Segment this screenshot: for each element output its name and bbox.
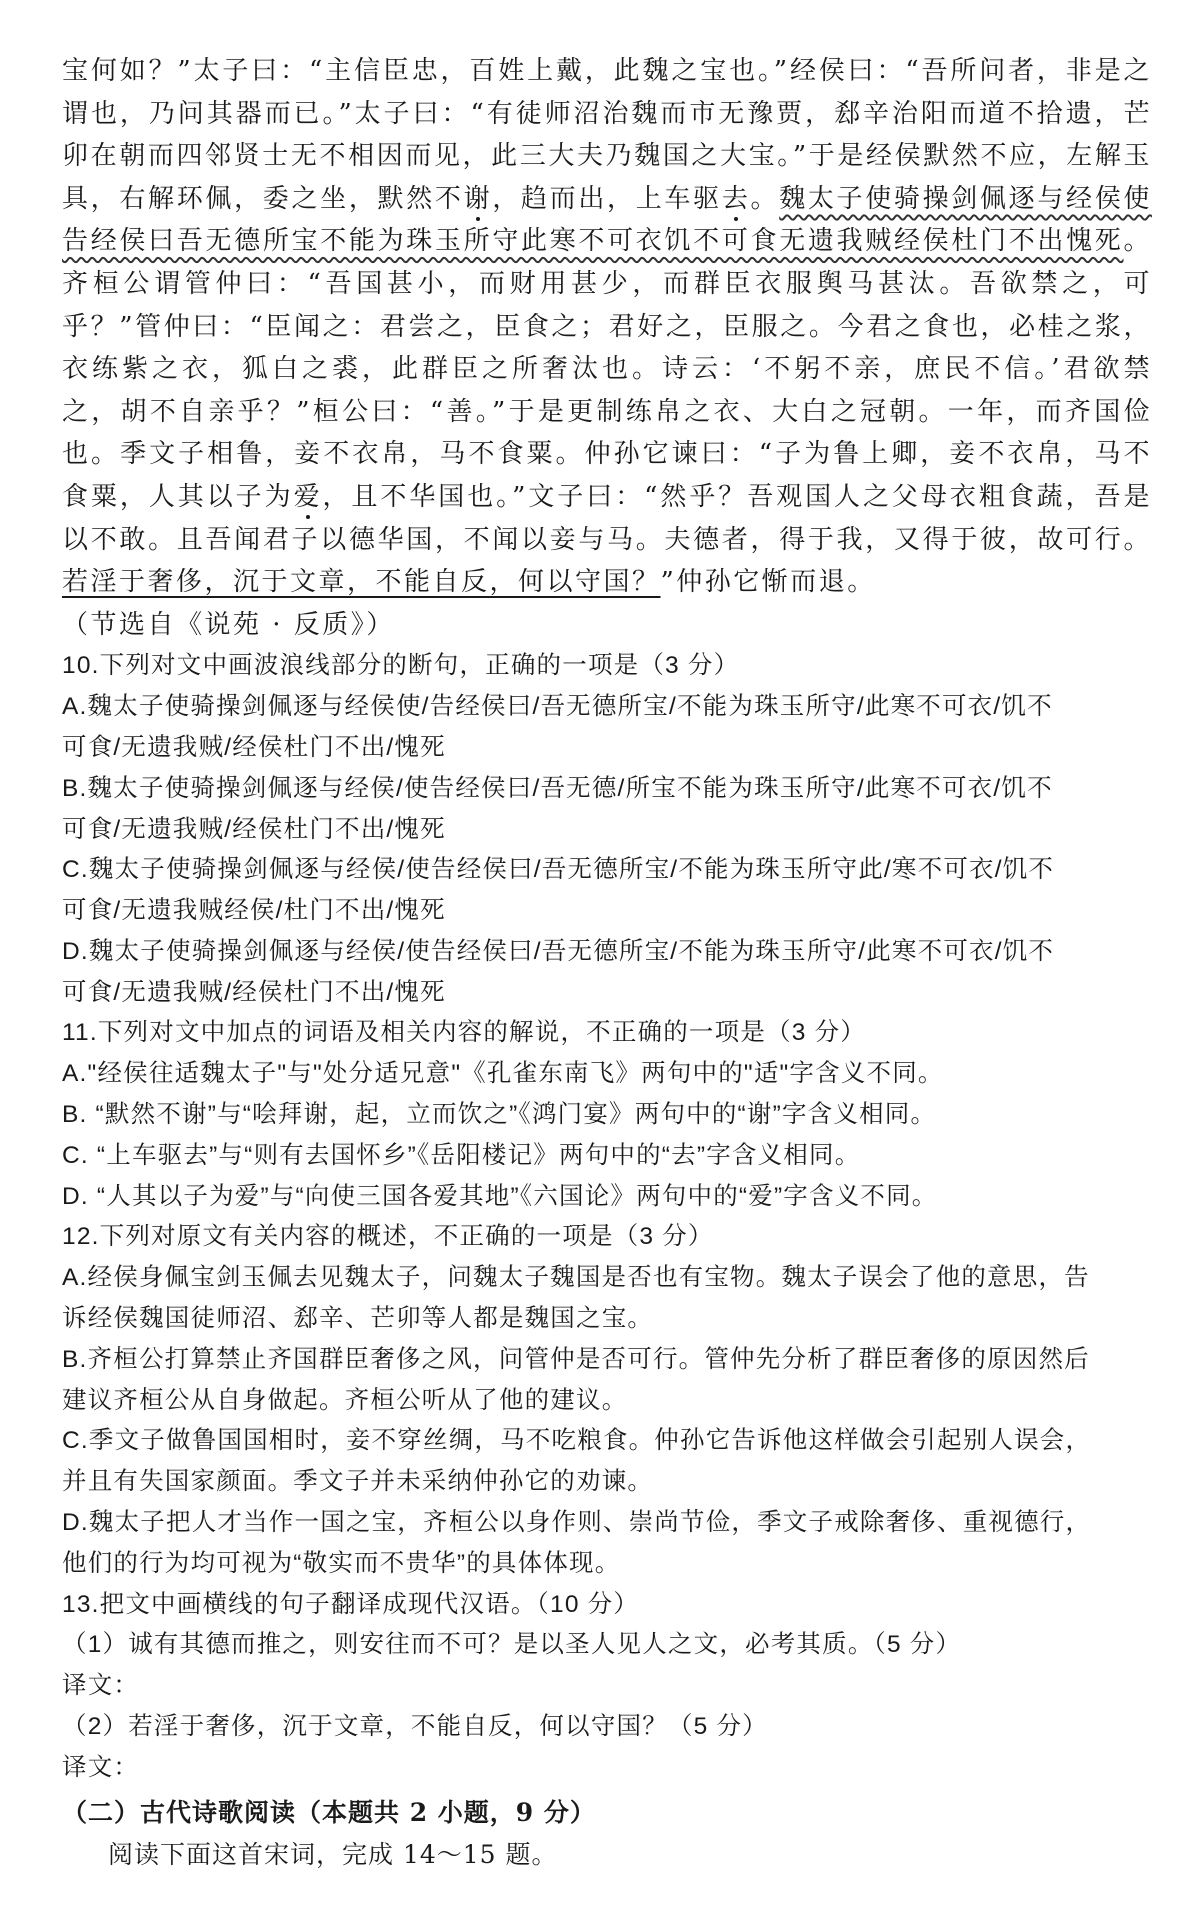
question-12-option-d: D.魏太子把人才当作一国之宝，齐桓公以身作则、崇尚节俭，季文子戒除奢侈、重视德行， xyxy=(62,1509,1092,1537)
passage-text: 宝何如？”太子曰：“主信臣忠，百姓上戴，此魏之宝也。”经侯曰：“吾所问者，非是之谓也，乃问其器而已。”太子曰：“有徒师沼治魏而市无豫贾，郄辛治阳而道不拾遗，芒卯在朝而四邻贤士无不相因而见，此三大夫乃魏国之大宝。”于是经侯默然不应，左解玉具，右解环佩，委之坐，默然不 xyxy=(62,56,1152,214)
question-11-option-b: B. “默然不谢”与“哙拜谢，起，立而饮之”《鸿门宴》两句中的“谢”字含义相同。 xyxy=(62,1101,937,1129)
question-13-translation-label-1: 译文： xyxy=(62,1672,140,1700)
dotted-character-xie: 谢 xyxy=(463,183,493,214)
question-10-option-b-cont: 可食/无遗我贼/经侯杜门不出/愧死 xyxy=(62,815,446,843)
dotted-character-qu: 去 xyxy=(721,183,751,214)
question-12-option-c-cont: 并且有失国家颜面。季文子并未采纳仲孙它的劝谏。 xyxy=(62,1468,654,1496)
passage-text: 。 xyxy=(750,183,780,214)
question-12-option-c: C.季文子做鲁国国相时，妾不穿丝绸，马不吃粮食。仲孙它告诉他这样做会引起别人误会， xyxy=(62,1427,1092,1455)
question-10-option-c-cont: 可食/无遗我贼经侯/杜门不出/愧死 xyxy=(62,897,446,925)
passage-text: 。齐桓公谓管仲曰：“吾国甚小，而财用甚少，而群臣衣服舆马甚汰。吾欲禁之，可乎？”管仲曰：“臣闻之：君尝之，臣食之；君好之，臣服之。今君之食也，必桂之浆，衣练紫之衣，狐白之裘，此群臣之所奢汰也。诗云：‘不躬不亲，庶民不信。’君欲禁之，胡不自亲乎？”桓公曰：“善。”于是更制练帛之衣、大白之冠朝。一年，而齐国俭也。季文子相鲁，妾不衣帛，马不食粟。仲孙它谏曰：“子为鲁上卿，妾不衣帛，马不食粟，人其以子为 xyxy=(62,226,1152,512)
question-13-stem: 13.把文中画横线的句子翻译成现代汉语。（10 分） xyxy=(62,1590,640,1618)
dotted-character-ai: 爱 xyxy=(293,481,323,512)
section-heading-poetry: （二）古代诗歌阅读（本题共 2 小题，9 分） xyxy=(62,1797,596,1827)
passage-source: （节选自《说苑 · 反质》） xyxy=(62,609,395,640)
underlined-sentence: 若淫于奢侈，沉于文章，不能自反，何以守国？ xyxy=(62,567,661,598)
passage-text: ”仲孙它惭而退。 xyxy=(660,567,876,598)
question-13-translation-label-2: 译文： xyxy=(62,1753,140,1781)
question-10-option-c: C.魏太子使骑操剑佩逐与经侯/使告经侯曰/吾无德所宝/不能为珠玉所守此/寒不可衣/饥不 xyxy=(62,856,1055,884)
passage-text: ，趋而出，上车驱 xyxy=(492,183,722,214)
question-12-stem: 12.下列对原文有关内容的概述，不正确的一项是（3 分） xyxy=(62,1223,714,1251)
question-11-stem: 11.下列对文中加点的词语及相关内容的解说，不正确的一项是（3 分） xyxy=(62,1019,866,1047)
question-13-sentence-2: （2）若淫于奢侈，沉于文章，不能自反，何以守国？（5 分） xyxy=(62,1713,768,1741)
question-11-option-c: C. “上车驱去”与“则有去国怀乡”《岳阳楼记》两句中的“去”字含义相同。 xyxy=(62,1141,861,1169)
wavy-underlined-sentence: 魏太子使骑操剑佩逐与经侯使告经侯曰吾无德所宝不能为珠玉所守此寒不可衣饥不可食无遗我贼经侯杜门不出愧死 xyxy=(62,183,1152,257)
question-10-option-d-cont: 可食/无遗我贼/经侯杜门不出/愧死 xyxy=(62,978,446,1006)
question-13-sentence-1: （1）诚有其德而推之，则安往而不可？是以圣人见人之文，必考其质。（5 分） xyxy=(62,1631,962,1659)
question-12-option-a-cont: 诉经侯魏国徒师沼、郄辛、芒卯等人都是魏国之宝。 xyxy=(62,1305,654,1333)
question-12-option-b: B.齐桓公打算禁止齐国群臣奢侈之风，问管仲是否可行。管仲先分析了群臣奢侈的原因然后 xyxy=(62,1345,1090,1373)
question-11-option-d: D. “人其以子为爱”与“向使三国各爱其地”《六国论》两句中的“爱”字含义不同。 xyxy=(62,1182,938,1210)
question-10-option-a: A.魏太子使骑操剑佩逐与经侯使/告经侯曰/吾无德所宝/不能为珠玉所守/此寒不可衣/饥不 xyxy=(62,693,1053,721)
question-10-stem: 10.下列对文中画波浪线部分的断句，正确的一项是（3 分） xyxy=(62,652,740,680)
question-12-option-a: A.经侯身佩宝剑玉佩去见魏太子，问魏太子魏国是否也有宝物。魏太子误会了他的意思，告 xyxy=(62,1264,1090,1292)
section-instruction: 阅读下面这首宋词，完成 14～15 题。 xyxy=(108,1839,558,1869)
question-10-option-d: D.魏太子使骑操剑佩逐与经侯/使告经侯曰/吾无德所宝/不能为珠玉所守/此寒不可衣/饥不 xyxy=(62,937,1055,965)
question-12-option-b-cont: 建议齐桓公从自身做起。齐桓公听从了他的建议。 xyxy=(62,1386,628,1414)
question-10-option-a-cont: 可食/无遗我贼/经侯杜门不出/愧死 xyxy=(62,733,446,761)
passage-paragraph xyxy=(62,50,1152,604)
classical-passage xyxy=(62,50,1152,646)
questions-section xyxy=(62,646,1152,1788)
question-12-option-d-cont: 他们的行为均可视为“敬实而不贵华”的具体体现。 xyxy=(62,1549,621,1577)
exam-page xyxy=(62,50,1152,1875)
question-10-option-b: B.魏太子使骑操剑佩逐与经侯/使告经侯曰/吾无德/所宝不能为珠玉所守/此寒不可衣/饥不 xyxy=(62,774,1053,802)
question-11-option-a: A."经侯往适魏太子"与"处分适兄意"《孔雀东南飞》两句中的"适"字含义不同。 xyxy=(62,1060,944,1088)
passage-text: ，且不华国也。”文子曰：“然乎？吾观国人之父母衣粗食蔬，吾是以不敢。且吾闻君子以德华国，不闻以妾与马。夫德者，得于我，又得于彼，故可行。 xyxy=(62,481,1152,555)
